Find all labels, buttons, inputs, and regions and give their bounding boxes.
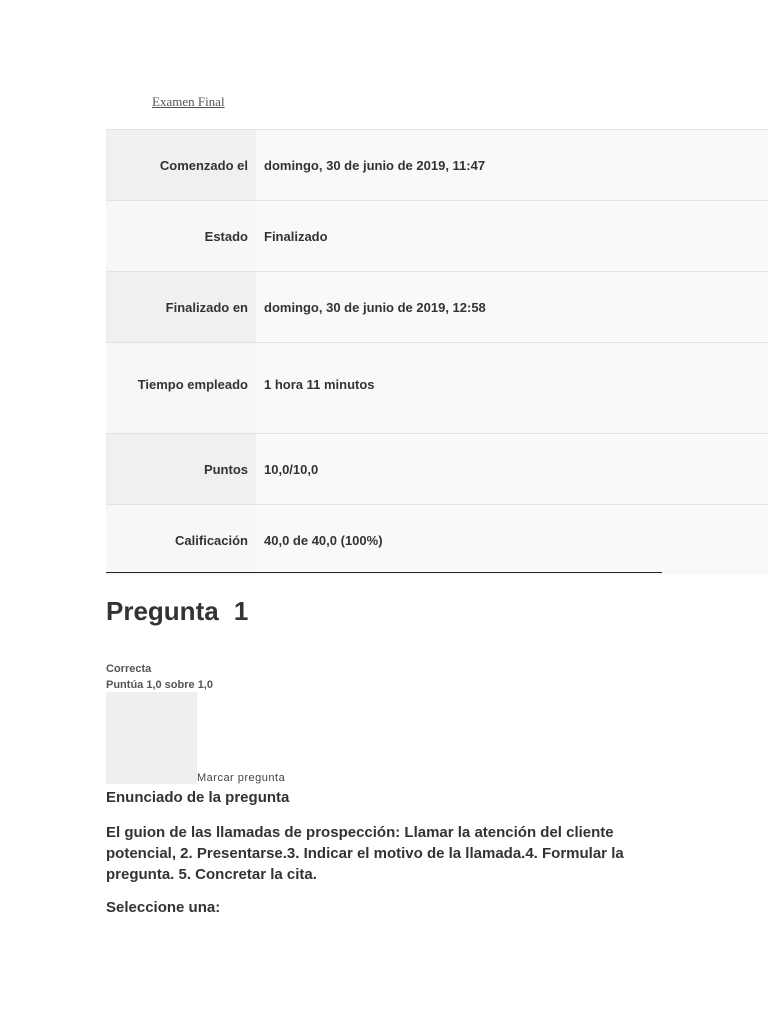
question-score: Puntúa 1,0 sobre 1,0 — [106, 679, 213, 691]
summary-row-state — [106, 201, 768, 272]
summary-label: Estado — [106, 201, 256, 271]
summary-value: Finalizado — [256, 201, 768, 271]
section-divider — [106, 572, 662, 573]
summary-row-finished — [106, 272, 768, 343]
summary-value: domingo, 30 de junio de 2019, 12:58 — [256, 272, 768, 342]
select-prompt: Seleccione una: — [106, 899, 221, 916]
summary-value: 10,0/10,0 — [256, 434, 768, 504]
summary-label: Puntos — [106, 434, 256, 504]
question-status: Correcta — [106, 663, 152, 675]
question-info — [106, 661, 213, 693]
flag-question-button[interactable]: Marcar pregunta — [197, 772, 286, 784]
question-heading: Enunciado de la pregunta — [106, 789, 290, 806]
summary-value: 40,0 de 40,0 (100%) — [256, 505, 768, 575]
question-title: Pregunta 1 — [106, 596, 249, 626]
summary-value: domingo, 30 de junio de 2019, 11:47 — [256, 130, 768, 200]
summary-label: Tiempo empleado — [106, 343, 256, 433]
summary-row-points — [106, 434, 768, 505]
quiz-summary-table — [106, 129, 768, 575]
question-text: El guion de las llamadas de prospección: Llamar la atención del cliente potencial, 2. Presentarse.3. Indicar el motivo de la llamada.4. Formular la pregunta. 5. Concretar la cita. — [106, 824, 624, 883]
summary-row-time-taken — [106, 343, 768, 434]
summary-label: Calificación — [106, 505, 256, 575]
summary-label: Comenzado el — [106, 130, 256, 200]
summary-label: Finalizado en — [106, 272, 256, 342]
summary-value: 1 hora 11 minutos — [256, 343, 768, 433]
summary-row-started — [106, 130, 768, 201]
breadcrumb-link-examen-final[interactable]: Examen Final — [152, 94, 225, 109]
summary-row-grade — [106, 505, 768, 575]
flag-question-icon[interactable] — [106, 692, 197, 784]
